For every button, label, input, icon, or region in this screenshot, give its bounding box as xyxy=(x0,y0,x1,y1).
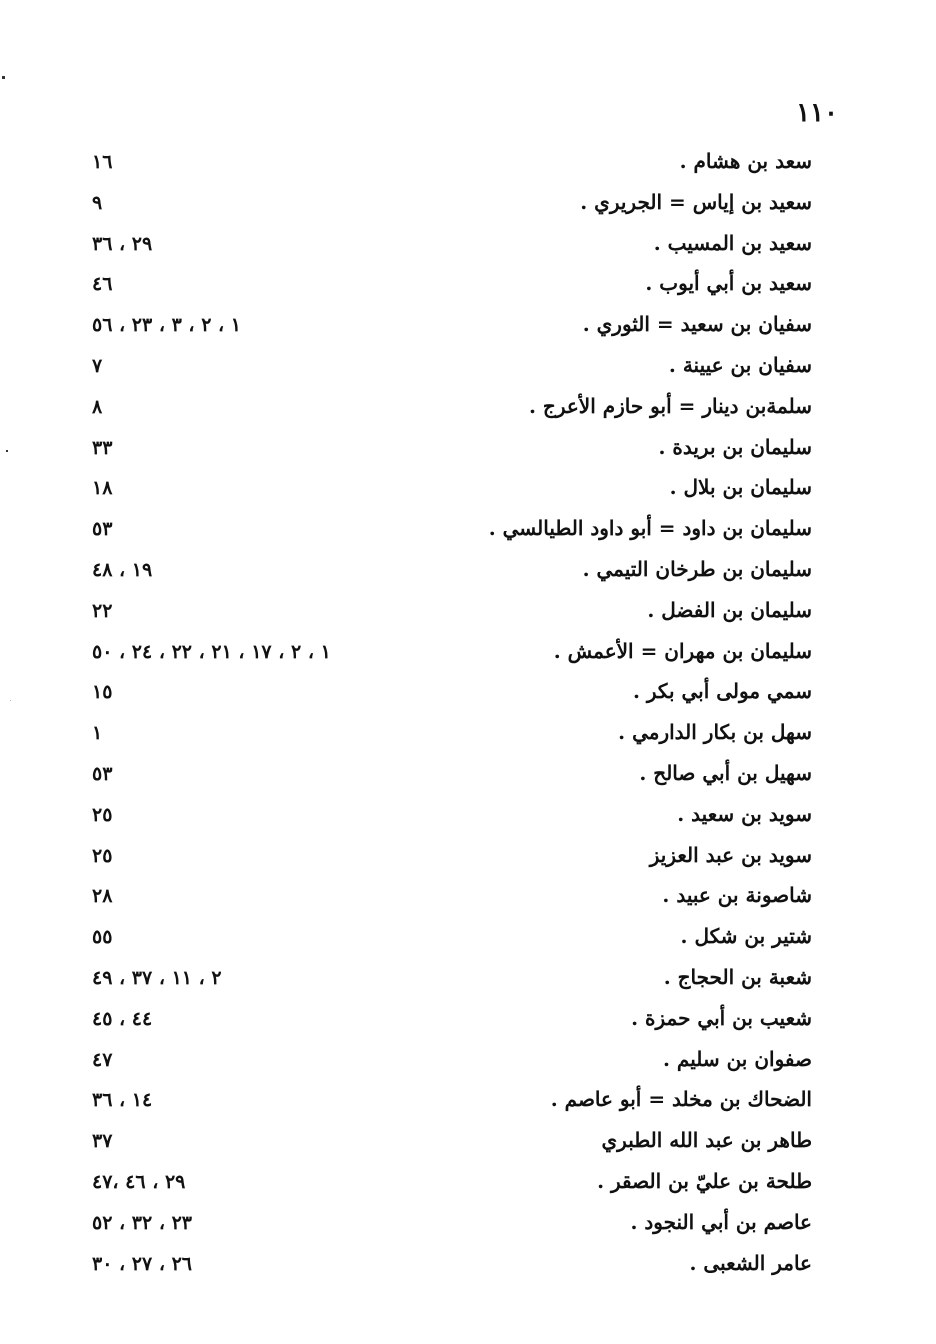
entry-name: سعيد بن إياس = الجريري . xyxy=(580,189,812,214)
entry-name: سلمةبن دينار = أبو حازم الأعرج . xyxy=(528,393,812,418)
entry-refs: ١٩ ، ٤٨ xyxy=(92,558,153,581)
entry-refs: ٩ xyxy=(92,191,103,214)
entry-refs: ١ ، ٢ ، ١٧ ، ٢١ ، ٢٢ ، ٢٤ ، ٥٠ xyxy=(92,640,331,663)
entry-refs: ٧ xyxy=(92,354,103,377)
index-entry xyxy=(92,431,812,472)
index-entry xyxy=(92,839,812,880)
page-number: ١١٠ xyxy=(796,98,838,128)
entry-refs: ٤٧ xyxy=(92,1048,113,1071)
entry-name: سعد بن هشام . xyxy=(679,149,812,173)
entry-name: شعبة بن الحجاج . xyxy=(663,964,812,989)
index-entry xyxy=(92,920,812,961)
index-entry xyxy=(92,267,812,308)
entry-refs: ٥٥ xyxy=(92,926,113,949)
entry-refs: ١٥ xyxy=(92,681,113,704)
index-entry xyxy=(92,308,812,349)
entry-name: الضحاك بن مخلد = أبو عاصم . xyxy=(550,1087,812,1112)
index-entry xyxy=(92,227,812,268)
scan-speck xyxy=(6,450,8,452)
index-entry xyxy=(92,594,812,635)
entry-name: سليمان بن مهران = الأعمش . xyxy=(553,638,812,663)
index-entry xyxy=(92,961,812,1002)
entry-refs: ٢٨ xyxy=(92,885,113,908)
index-entry xyxy=(92,798,812,839)
entry-refs: ٥٣ xyxy=(92,518,113,541)
index-entry xyxy=(92,635,812,676)
entry-refs: ٤٤ ، ٤٥ xyxy=(92,1007,153,1030)
entry-name: صفوان بن سليم . xyxy=(662,1046,812,1071)
entry-name: سليمان بن بلال . xyxy=(669,475,812,500)
index-entry xyxy=(92,390,812,431)
entry-name: شاصونة بن عبيد . xyxy=(662,883,812,908)
index-entry xyxy=(92,349,812,390)
entry-name: طاهر بن عبد الله الطبري xyxy=(601,1128,812,1153)
entry-refs: ٢٥ xyxy=(92,844,113,867)
index-entry xyxy=(92,1206,812,1247)
entry-refs: ١٤ ، ٣٦ xyxy=(92,1089,153,1112)
entry-refs: ٢ ، ١١ ، ٣٧ ، ٤٩ xyxy=(92,966,222,989)
scan-speck xyxy=(2,76,5,79)
entry-name: سليمان بن داود = أبو داود الطيالسي . xyxy=(488,516,812,541)
entry-name: سعيد بن المسيب . xyxy=(653,230,812,255)
entry-refs: ٢٥ xyxy=(92,803,113,826)
entry-name: سهل بن بكار الدارمي . xyxy=(618,720,812,745)
entry-name: سفيان بن عيينة . xyxy=(668,352,812,377)
index-list xyxy=(92,145,812,1287)
entry-refs: ٨ xyxy=(92,395,103,418)
scan-speck xyxy=(10,700,11,701)
entry-refs: ٣٣ xyxy=(92,436,113,459)
index-entry xyxy=(92,716,812,757)
entry-refs: ٤٦ xyxy=(92,273,113,296)
entry-name: سفيان بن سعيد = الثوري . xyxy=(582,312,812,337)
index-entry xyxy=(92,757,812,798)
entry-refs: ٢٩ ، ٤٦ ،٤٧ xyxy=(92,1170,186,1193)
entry-name: سويد بن عبد العزيز xyxy=(649,842,812,867)
entry-refs: ٢٦ ، ٢٧ ، ٣٠ xyxy=(92,1252,193,1275)
index-entry xyxy=(92,1043,812,1084)
entry-name: عامر الشعبى . xyxy=(689,1250,812,1275)
entry-name: شعيب بن أبي حمزة . xyxy=(631,1005,812,1030)
entry-name: سعيد بن أبي أيوب . xyxy=(645,271,812,296)
entry-refs: ١ xyxy=(92,722,103,745)
entry-name: سليمان بن بريدة . xyxy=(658,434,812,459)
entry-refs: ٢٩ ، ٣٦ xyxy=(92,232,153,255)
entry-name: عاصم بن أبي النجود . xyxy=(630,1209,812,1234)
index-entry xyxy=(92,145,812,186)
entry-name: سليمان بن الفضل . xyxy=(647,597,812,622)
entry-refs: ٣٧ xyxy=(92,1130,113,1153)
index-entry xyxy=(92,1247,812,1288)
entry-refs: ١ ، ٢ ، ٣ ، ٢٣ ، ٥٦ xyxy=(92,314,241,337)
index-entry xyxy=(92,1002,812,1043)
index-entry xyxy=(92,553,812,594)
entry-name: سليمان بن طرخان التيمي . xyxy=(582,556,812,581)
index-entry xyxy=(92,1124,812,1165)
index-entry xyxy=(92,186,812,227)
entry-name: سويد بن سعيد . xyxy=(677,801,812,826)
index-entry xyxy=(92,879,812,920)
entry-name: شتير بن شكل . xyxy=(680,924,812,949)
entry-refs: ١٨ xyxy=(92,477,113,500)
index-entry xyxy=(92,1083,812,1124)
index-entry xyxy=(92,1165,812,1206)
entry-refs: ٢٢ xyxy=(92,599,113,622)
entry-refs: ٥٣ xyxy=(92,762,113,785)
entry-refs: ١٦ xyxy=(92,151,113,173)
entry-name: سهيل بن أبي صالح . xyxy=(639,760,812,785)
index-entry xyxy=(92,471,812,512)
entry-refs: ٢٣ ، ٣٢ ، ٥٢ xyxy=(92,1211,193,1234)
entry-name: سمي مولى أبي بكر . xyxy=(632,679,812,704)
index-entry xyxy=(92,675,812,716)
entry-name: طلحة بن عليّ بن الصقر . xyxy=(597,1168,812,1193)
index-entry xyxy=(92,512,812,553)
